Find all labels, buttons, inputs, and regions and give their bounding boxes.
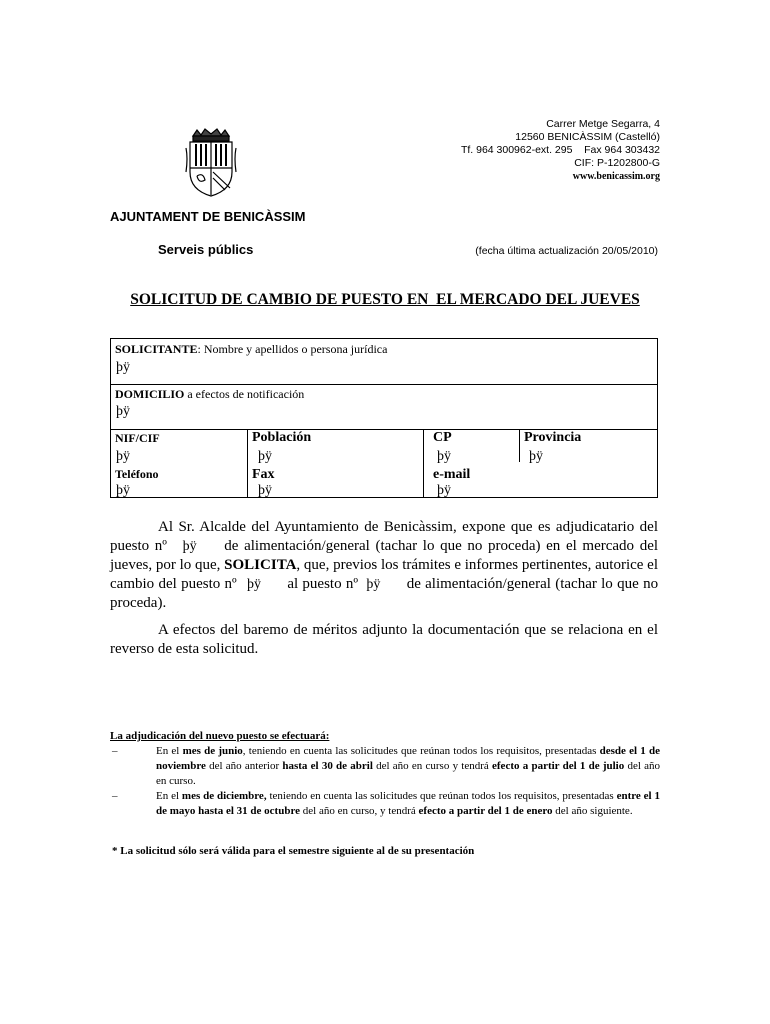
solicitante-label: SOLICITANTE: Nombre y apellidos o persona jurídica xyxy=(115,342,388,356)
solicitante-field[interactable]: þÿ xyxy=(116,360,130,375)
request-text: de alimentación/general (tachar lo que no proceda) en el mercado del jueves, por lo que, xyxy=(110,538,659,573)
poblacion-label: Población xyxy=(252,430,312,445)
request-text: , que, previos los trámites e informes pertinentes, autorice el cambio del puesto nº xyxy=(110,557,659,592)
provincia-field[interactable]: þÿ xyxy=(529,449,543,464)
last-update-date: (fecha última actualización 20/05/2010) xyxy=(475,245,658,257)
coat-of-arms-icon xyxy=(185,128,237,198)
request-paragraph xyxy=(110,518,658,613)
solicita-keyword: SOLICITA xyxy=(224,557,297,573)
email-field[interactable]: þÿ xyxy=(437,483,451,498)
email-label: e-mail xyxy=(433,467,471,482)
fax-field[interactable]: þÿ xyxy=(258,483,272,498)
domicilio-field[interactable]: þÿ xyxy=(116,404,130,419)
request-text: al puesto nº xyxy=(287,576,359,592)
telefono-field[interactable]: þÿ xyxy=(116,483,130,498)
website-link[interactable]: www.benicassim.org xyxy=(572,171,660,182)
poblacion-field[interactable]: þÿ xyxy=(258,449,272,464)
department-name: Serveis públics xyxy=(158,242,254,257)
puesto-field-1[interactable]: þÿ xyxy=(182,539,197,554)
address-block xyxy=(461,118,660,183)
request-text: de alimentación/general (tachar lo que no proceda). xyxy=(110,576,659,611)
puesto-field-3[interactable]: þÿ xyxy=(366,577,381,592)
address-line: Carrer Metge Segarra, 4 xyxy=(546,118,660,130)
address-line: CIF: P-1202800-G xyxy=(574,157,660,169)
fax-label: Fax xyxy=(252,467,275,482)
address-line: Tf. 964 300962-ext. 295 Fax 964 303432 xyxy=(460,144,660,156)
telefono-label: Teléfono xyxy=(115,467,159,481)
address-line: 12560 BENICÀSSIM (Castelló) xyxy=(515,131,660,143)
provincia-label: Provincia xyxy=(524,430,582,445)
documentation-paragraph: A efectos del baremo de méritos adjunto la documentación que se relaciona en el reverso de esta solicitud. xyxy=(110,622,658,657)
nif-label: NIF/CIF xyxy=(115,431,160,445)
cp-field[interactable]: þÿ xyxy=(437,449,451,464)
organization-name: AJUNTAMENT DE BENICÀSSIM xyxy=(110,209,306,224)
note-item-june: – En el mes de junio, teniendo en cuenta las solicitudes que reúnan todos los requisitos, presentadas desde el 1 de noviembre del año anterior hasta el 30 de abril del año en curso y tendrá efecto a partir del 1 de julio del año en curso. xyxy=(112,745,660,787)
applicant-form xyxy=(110,338,658,498)
request-text: Al Sr. Alcalde del Ayuntamiento de Benicàssim, expone que es adjudicatario del puesto nº xyxy=(110,519,658,554)
document-title: SOLICITUD DE CAMBIO DE PUESTO EN EL MERCADO DEL JUEVES xyxy=(130,291,640,308)
cp-label: CP xyxy=(433,430,452,445)
note-item-december: – En el mes de diciembre, teniendo en cuenta las solicitudes que reúnan todos los requisitos, presentadas entre el 1 de mayo hasta el 31 de octubre del año en curso, y tendrá efecto a partir del 1 de enero del año siguiente. xyxy=(112,790,660,817)
domicilio-label: DOMICILIO a efectos de notificación xyxy=(115,387,305,401)
validity-footnote: * La solicitud sólo será válida para el semestre siguiente al de su presentación xyxy=(112,845,475,857)
notes-heading: La adjudicación del nuevo puesto se efectuará: xyxy=(110,730,330,742)
nif-field[interactable]: þÿ xyxy=(116,449,130,464)
puesto-field-2[interactable]: þÿ xyxy=(247,577,261,592)
adjudication-notes xyxy=(110,729,660,819)
